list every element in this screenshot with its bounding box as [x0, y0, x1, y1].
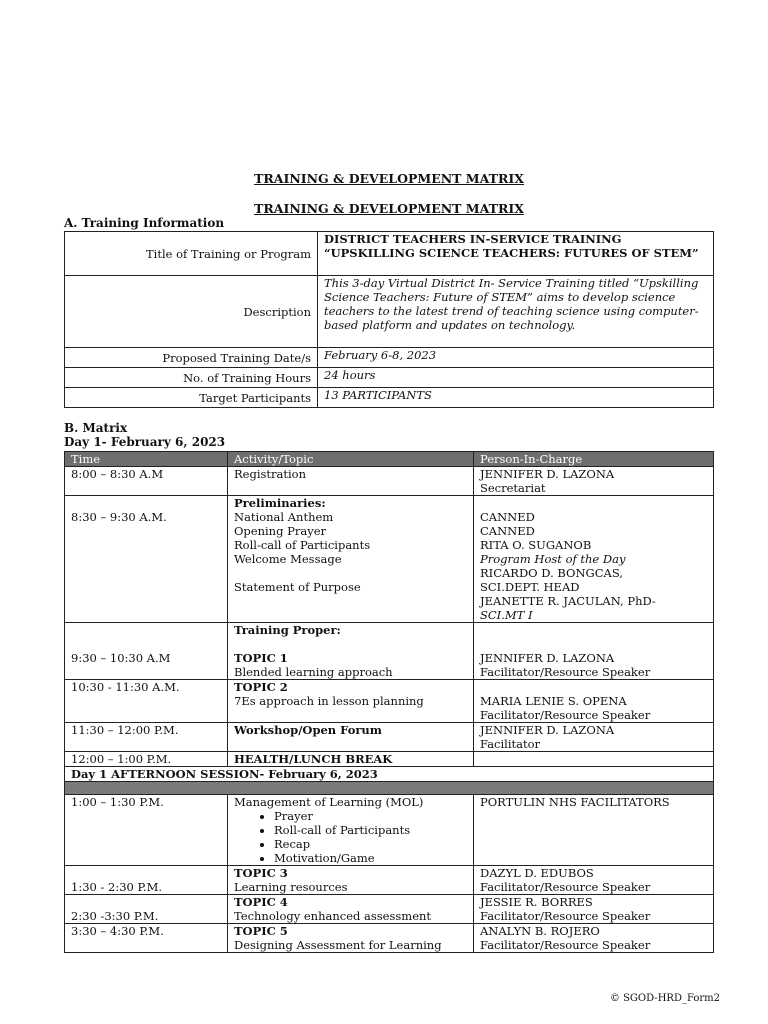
- activity-cell: [228, 866, 474, 895]
- topic-label: TOPIC 5: [234, 924, 288, 938]
- form-code-footer: © SGOD-HRD_Form2: [609, 993, 720, 1004]
- person-cell: [474, 866, 714, 895]
- activity-cell: [228, 924, 474, 953]
- activity-heading: Preliminaries:: [234, 496, 326, 510]
- time-cell: 8:00 – 8:30 A.M: [65, 467, 228, 496]
- table-row: [65, 623, 714, 680]
- activity-item: Opening Prayer: [234, 524, 326, 538]
- person-role: SCI.DEPT. HEAD: [480, 580, 580, 594]
- time-value: 8:30 – 9:30 A.M.: [71, 510, 167, 524]
- mol-bullet-list: [234, 809, 467, 865]
- person-name: CANNED: [480, 510, 535, 524]
- person-name: JESSIE R. BORRES: [480, 895, 593, 909]
- person-cell: [474, 496, 714, 623]
- info-label: Description: [65, 276, 318, 348]
- training-info-table: [64, 231, 714, 408]
- afternoon-session-heading: Day 1 AFTERNOON SESSION- February 6, 2023: [65, 767, 714, 782]
- activity-cell: [228, 496, 474, 623]
- document-title-repeat: TRAINING & DEVELOPMENT MATRIX: [254, 201, 524, 216]
- person-cell: [474, 752, 714, 767]
- person-cell: [474, 895, 714, 924]
- info-row: [65, 388, 714, 408]
- person-cell: [474, 723, 714, 752]
- person-role: Program Host of the Day: [480, 552, 626, 566]
- list-item: • Roll-call of Participants: [274, 823, 467, 837]
- grey-divider: [65, 782, 714, 795]
- activity-cell: [228, 623, 474, 680]
- info-value: 13 PARTICIPANTS: [318, 388, 714, 408]
- time-value: 2:30 -3:30 P.M.: [71, 909, 159, 923]
- day1-heading: Day 1- February 6, 2023: [64, 435, 226, 449]
- person-name: ANALYN B. ROJERO: [480, 924, 600, 938]
- time-cell: [65, 866, 228, 895]
- table-row: [65, 752, 714, 767]
- person-role: SCI.MT I: [480, 608, 533, 622]
- time-cell: [65, 895, 228, 924]
- person-name: MARIA LENIE S. OPENA: [480, 694, 627, 708]
- activity-cell: HEALTH/LUNCH BREAK: [228, 752, 474, 767]
- time-header: Time: [65, 452, 228, 467]
- afternoon-session-row: [65, 767, 714, 782]
- table-row: [65, 467, 714, 496]
- person-cell: [474, 680, 714, 723]
- person-cell: [474, 623, 714, 680]
- activity-item: Roll-call of Participants: [234, 538, 371, 552]
- time-cell: 12:00 – 1:00 P.M.: [65, 752, 228, 767]
- activity-cell: [228, 795, 474, 866]
- person-cell: [474, 467, 714, 496]
- activity-cell: [228, 895, 474, 924]
- activity-cell: [228, 680, 474, 723]
- info-label: Target Participants: [65, 388, 318, 408]
- info-row: [65, 276, 714, 348]
- activity-item: Welcome Message: [234, 552, 342, 566]
- table-row: [65, 680, 714, 723]
- topic-label: TOPIC 4: [234, 895, 288, 909]
- time-cell: 1:00 – 1:30 P.M.: [65, 795, 228, 866]
- person-role: Facilitator/Resource Speaker: [480, 880, 651, 894]
- person-header: Person-In-Charge: [474, 452, 714, 467]
- person-role: Facilitator: [480, 737, 541, 751]
- info-value: DISTRICT TEACHERS IN-SERVICE TRAINING “UPSKILLING SCIENCE TEACHERS: FUTURES OF STEM”: [318, 232, 714, 276]
- person-name: CANNED: [480, 524, 535, 538]
- info-label: Proposed Training Date/s: [65, 348, 318, 368]
- time-cell: 3:30 – 4:30 P.M.: [65, 924, 228, 953]
- person-name: JEANETTE R. JACULAN, PhD-: [480, 594, 656, 608]
- table-row: [65, 924, 714, 953]
- section-b-heading: B. Matrix: [64, 421, 128, 435]
- activity-header: Activity/Topic: [228, 452, 474, 467]
- activity-item: Statement of Purpose: [234, 580, 361, 594]
- info-value: February 6-8, 2023: [318, 348, 714, 368]
- person-role: Facilitator/Resource Speaker: [480, 665, 651, 679]
- activity-item: National Anthem: [234, 510, 334, 524]
- matrix-header-row: [65, 452, 714, 467]
- time-value: 9:30 – 10:30 A.M: [71, 651, 171, 665]
- person-cell: [474, 924, 714, 953]
- list-item: • Motivation/Game: [274, 851, 467, 865]
- person-cell: PORTULIN NHS FACILITATORS: [474, 795, 714, 866]
- activity-cell: Workshop/Open Forum: [228, 723, 474, 752]
- activity-item: Technology enhanced assessment: [234, 909, 432, 923]
- divider-row: [65, 782, 714, 795]
- table-row: [65, 723, 714, 752]
- person-name: DAZYL D. EDUBOS: [480, 866, 594, 880]
- person-role: Secretariat: [480, 481, 546, 495]
- document-title: TRAINING & DEVELOPMENT MATRIX: [254, 171, 524, 186]
- topic-label: TOPIC 3: [234, 866, 288, 880]
- activity-item: Management of Learning (MOL): [234, 795, 424, 809]
- activity-item: 7Es approach in lesson planning: [234, 694, 424, 708]
- activity-item: Designing Assessment for Learning: [234, 938, 442, 952]
- section-a-heading: A. Training Information: [64, 216, 225, 230]
- list-item: • Prayer: [274, 809, 467, 823]
- person-name: JENNIFER D. LAZONA: [480, 467, 615, 481]
- info-row: [65, 348, 714, 368]
- person-role: Facilitator/Resource Speaker: [480, 909, 651, 923]
- list-item: • Recap: [274, 837, 467, 851]
- info-row: [65, 232, 714, 276]
- person-role: Facilitator/Resource Speaker: [480, 708, 651, 722]
- person-name: JENNIFER D. LAZONA: [480, 723, 615, 737]
- info-value: 24 hours: [318, 368, 714, 388]
- time-cell: [65, 496, 228, 623]
- table-row: [65, 895, 714, 924]
- table-row: [65, 496, 714, 623]
- activity-cell: Registration: [228, 467, 474, 496]
- person-role: Facilitator/Resource Speaker: [480, 938, 651, 952]
- topic-label: TOPIC 2: [234, 680, 288, 694]
- table-row: [65, 795, 714, 866]
- info-value: This 3-day Virtual District In- Service Training titled “Upskilling Science Teachers: Future of STEM” aims to develop science teachers to the latest trend of teaching science using computer-based platform and updates on technology.: [318, 276, 714, 348]
- info-label: No. of Training Hours: [65, 368, 318, 388]
- time-cell: 11:30 – 12:00 P.M.: [65, 723, 228, 752]
- info-label: Title of Training or Program: [65, 232, 318, 276]
- person-name: RITA O. SUGANOB: [480, 538, 592, 552]
- activity-heading: Training Proper:: [234, 623, 341, 637]
- table-row: [65, 866, 714, 895]
- matrix-table: [64, 451, 714, 953]
- time-value: 1:30 - 2:30 P.M.: [71, 880, 162, 894]
- topic-label: TOPIC 1: [234, 651, 288, 665]
- time-cell: 10:30 - 11:30 A.M.: [65, 680, 228, 723]
- person-name: JENNIFER D. LAZONA: [480, 651, 615, 665]
- person-name: RICARDO D. BONGCAS,: [480, 566, 623, 580]
- info-row: [65, 368, 714, 388]
- activity-item: Learning resources: [234, 880, 348, 894]
- activity-item: Blended learning approach: [234, 665, 393, 679]
- time-cell: [65, 623, 228, 680]
